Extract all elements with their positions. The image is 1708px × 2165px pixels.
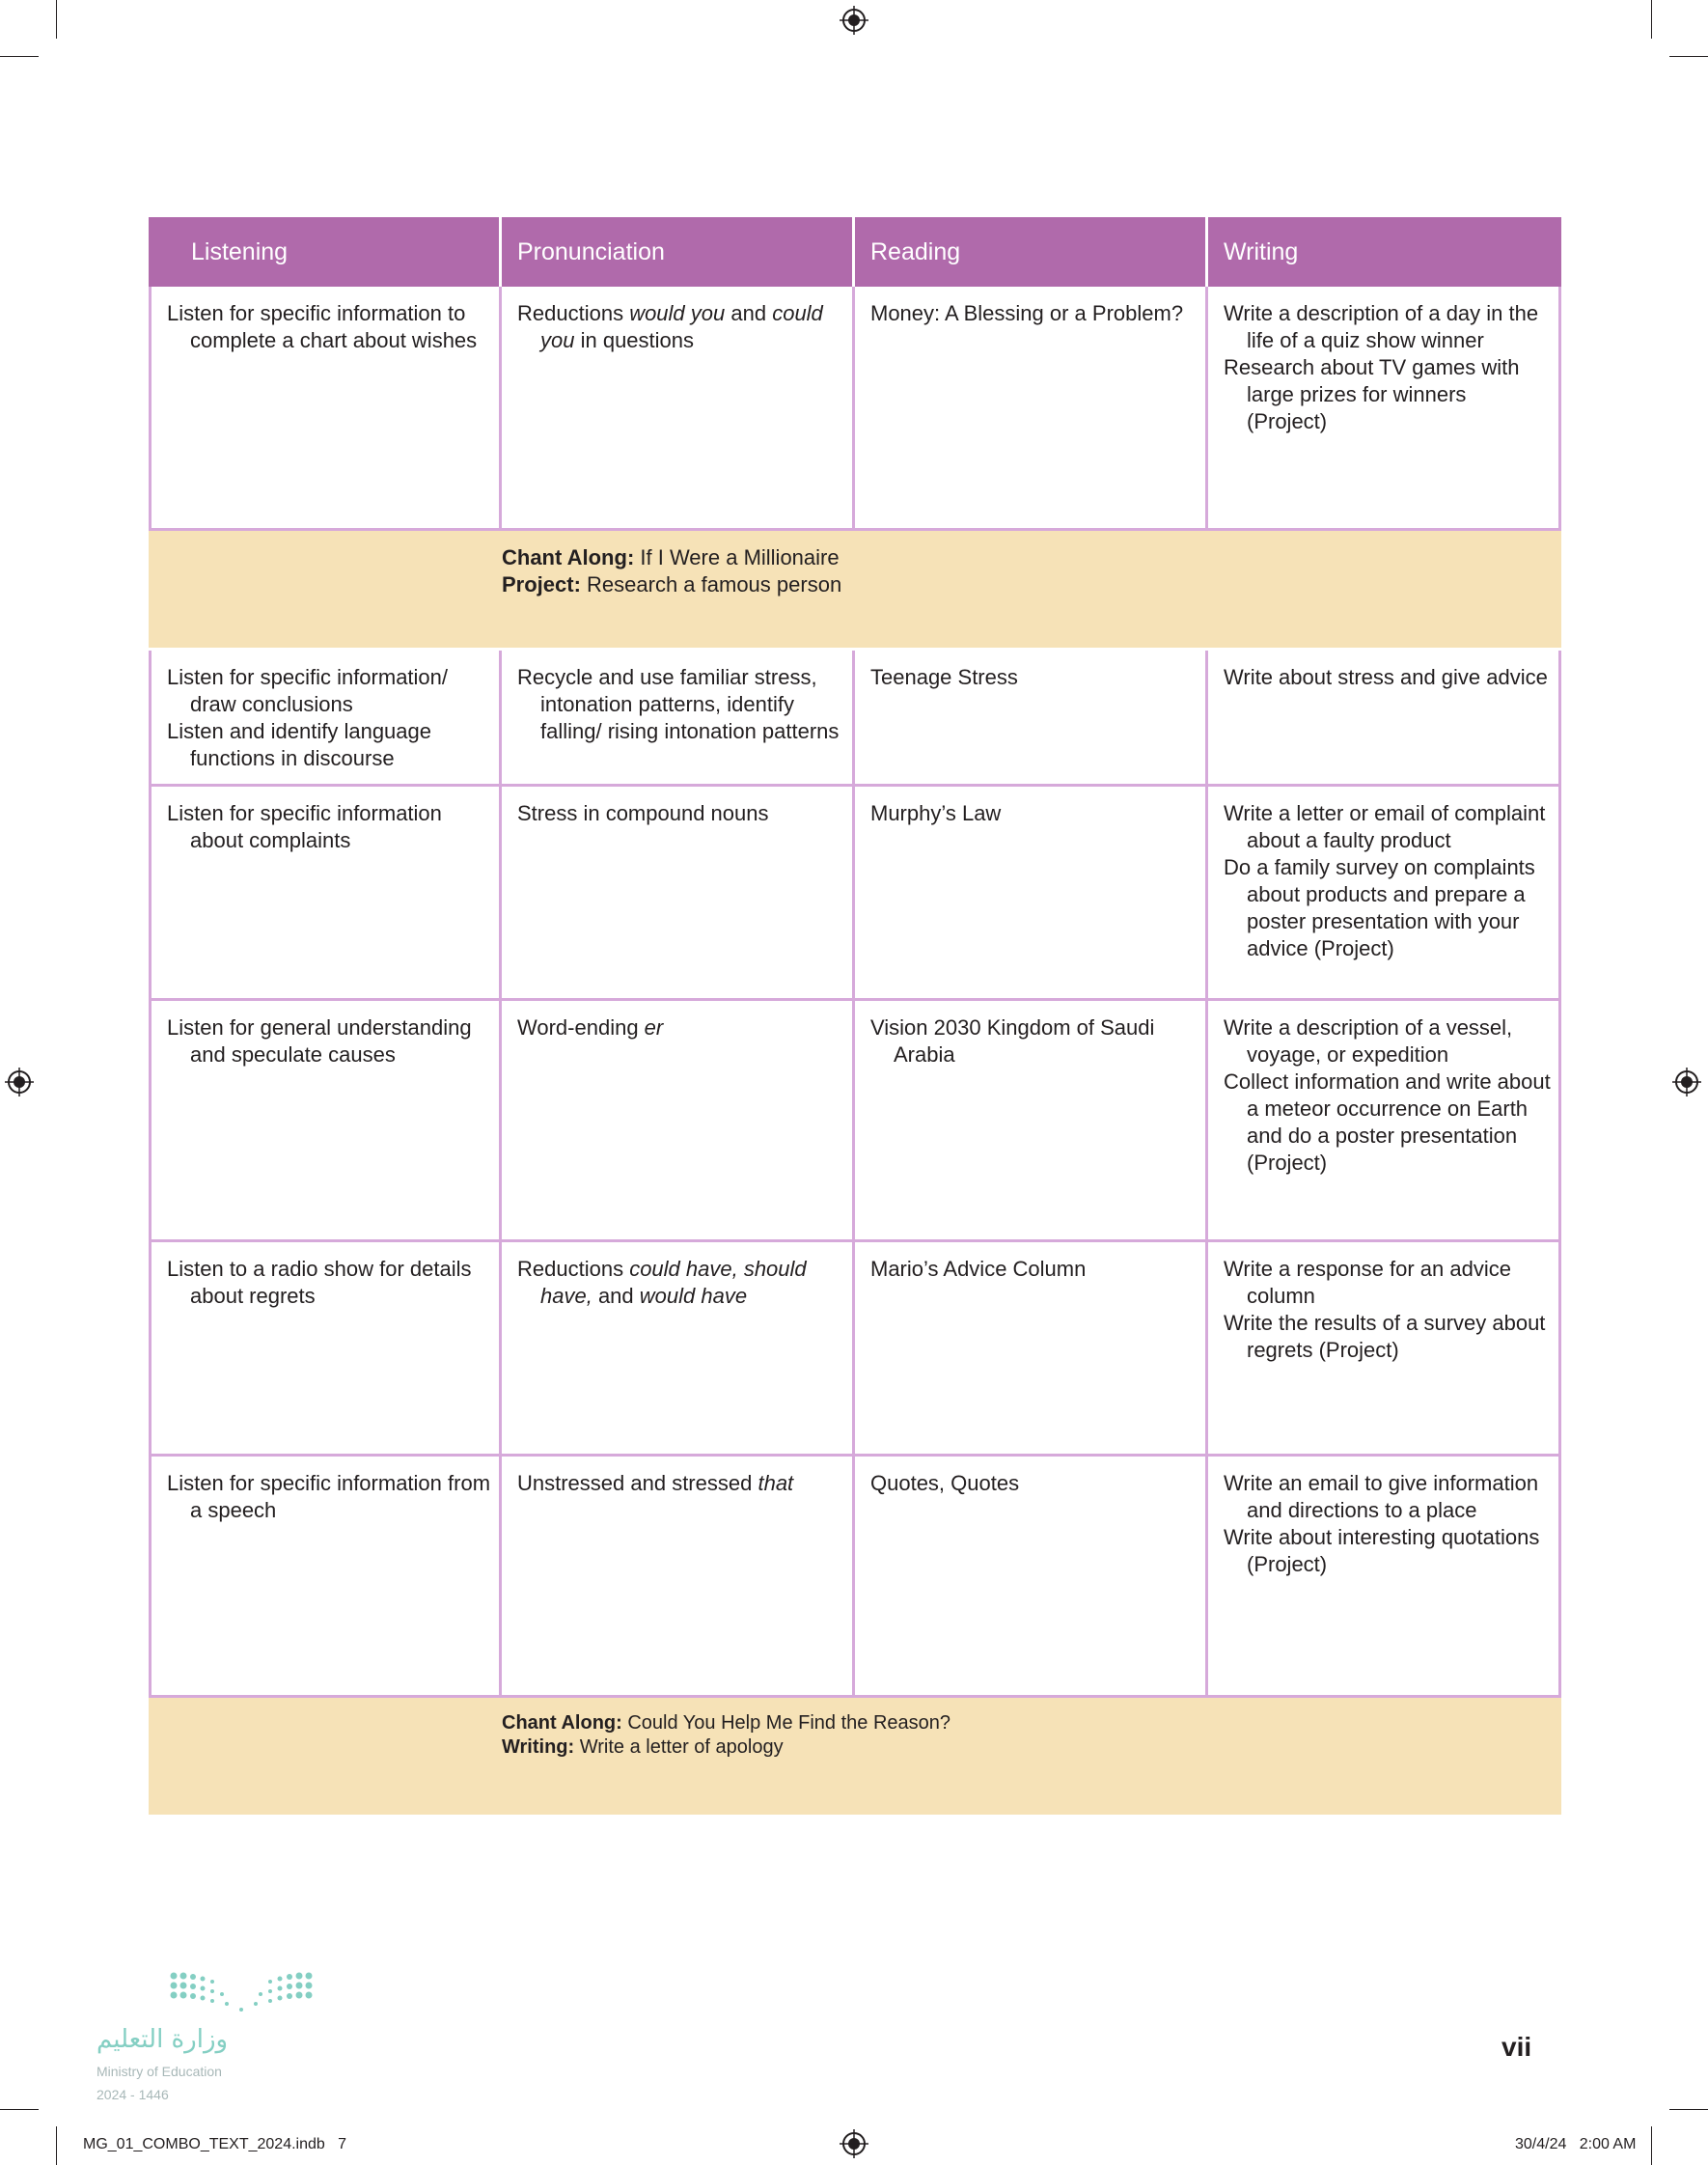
- listening-cell: [149, 787, 502, 1001]
- crop-mark: [1651, 0, 1652, 39]
- writing-cell: [1208, 287, 1561, 531]
- list-item: Research about TV games with large prizes for winners (Project): [1224, 355, 1520, 433]
- project-band: [149, 531, 1561, 651]
- reading-cell: [855, 1001, 1208, 1242]
- list-item: [517, 1470, 844, 1497]
- table-row: [149, 787, 1561, 1001]
- band-cell: [149, 531, 1561, 651]
- table-row: [149, 1457, 1561, 1698]
- registration-mark-icon: [840, 6, 868, 35]
- list-item: Listen and identify language functions in discourse: [167, 719, 431, 770]
- writing-cell: [1208, 651, 1561, 787]
- text-run: and: [592, 1284, 640, 1308]
- list-item: [517, 1014, 844, 1041]
- list-item: Teenage Stress: [870, 665, 1018, 689]
- table-row: [149, 1001, 1561, 1242]
- list-item: Listen for specific information from a speech: [167, 1471, 491, 1522]
- date-slug: 30/4/24 2:00 AM: [1515, 2136, 1637, 2152]
- text-run: Word-ending: [517, 1015, 645, 1040]
- pronunciation-cell: [502, 787, 855, 1001]
- table-header-row: [149, 217, 1561, 287]
- text-run: would you: [629, 301, 726, 325]
- table-row: [149, 651, 1561, 787]
- text-run: Reductions: [517, 1257, 630, 1281]
- project-text: Research a famous person: [580, 572, 842, 597]
- chant-along-text: Could You Help Me Find the Reason?: [621, 1712, 951, 1734]
- writing-cell: [1208, 1001, 1561, 1242]
- header-listening: Listening: [149, 217, 502, 287]
- registration-mark-icon: [1672, 1068, 1701, 1096]
- table-row: [149, 1242, 1561, 1457]
- registration-mark-icon: [840, 2129, 868, 2158]
- text-run: could you: [540, 301, 823, 352]
- header-reading: Reading: [855, 217, 1208, 287]
- ministry-logo-arabic: وزارة التعليم: [96, 2025, 229, 2054]
- writing-band: [149, 1698, 1561, 1818]
- writing-text: Write a letter of apology: [574, 1736, 784, 1758]
- reading-cell: [855, 787, 1208, 1001]
- chant-along-line: [502, 1711, 1546, 1735]
- crop-mark: [1669, 56, 1708, 57]
- chant-along-text: If I Were a Millionaire: [634, 545, 840, 569]
- list-item: Listen for specific information/ draw conclusions: [167, 665, 449, 716]
- pronunciation-cell: [502, 1242, 855, 1457]
- pronunciation-cell: [502, 651, 855, 787]
- project-line: [502, 571, 1546, 598]
- list-item: Write the results of a survey about regrets (Project): [1224, 1311, 1546, 1362]
- list-item: [517, 1256, 844, 1310]
- list-item: Write about interesting quotations (Project): [1224, 1525, 1540, 1576]
- text-run: and: [725, 301, 773, 325]
- list-item: Money: A Blessing or a Problem?: [870, 301, 1184, 325]
- text-run: Reductions: [517, 301, 630, 325]
- list-item: Mario’s Advice Column: [870, 1257, 1087, 1281]
- reading-cell: [855, 651, 1208, 787]
- list-item: Murphy’s Law: [870, 801, 1002, 825]
- crop-mark: [1669, 2109, 1708, 2110]
- reading-cell: [855, 287, 1208, 531]
- writing-cell: [1208, 787, 1561, 1001]
- scope-and-sequence-table: [149, 217, 1561, 1818]
- crop-mark: [0, 56, 39, 57]
- list-item: Write a letter or email of complaint about a faulty product: [1224, 801, 1546, 852]
- list-item: Quotes, Quotes: [870, 1471, 1020, 1495]
- text-run: could have, should have,: [540, 1257, 807, 1308]
- list-item: Listen for specific information to complete a chart about wishes: [167, 301, 478, 352]
- header-pronunciation: Pronunciation: [502, 217, 855, 287]
- writing-label: Writing:: [502, 1736, 575, 1758]
- listening-cell: [149, 287, 502, 531]
- writing-cell: [1208, 1457, 1561, 1698]
- text-run: would have: [639, 1284, 748, 1308]
- writing-cell: [1208, 1242, 1561, 1457]
- pronunciation-cell: [502, 1457, 855, 1698]
- listening-cell: [149, 1242, 502, 1457]
- ministry-logo-icon: [169, 1971, 314, 2014]
- list-item: Write a description of a day in the life of a quiz show winner: [1224, 301, 1539, 352]
- list-item: Listen for general understanding and speculate causes: [167, 1015, 472, 1067]
- text-run: Unstressed and stressed: [517, 1471, 758, 1495]
- list-item: Write about stress and give advice: [1224, 665, 1548, 689]
- crop-mark: [56, 0, 57, 39]
- reading-cell: [855, 1242, 1208, 1457]
- list-item: Write a description of a vessel, voyage, or expedition: [1224, 1015, 1513, 1067]
- writing-line: [502, 1735, 1546, 1760]
- project-label: Project:: [502, 572, 581, 597]
- ministry-logo-english: Ministry of Education: [96, 2064, 222, 2079]
- list-item: [517, 300, 844, 354]
- crop-mark: [1651, 2126, 1652, 2165]
- list-item: Vision 2030 Kingdom of Saudi Arabia: [870, 1015, 1155, 1067]
- registration-mark-icon: [5, 1068, 34, 1096]
- list-item: Stress in compound nouns: [517, 801, 769, 825]
- ministry-logo-year: 2024 - 1446: [96, 2087, 169, 2102]
- text-run: in questions: [574, 328, 695, 352]
- crop-mark: [0, 2109, 39, 2110]
- header-writing: Writing: [1208, 217, 1561, 287]
- pronunciation-cell: [502, 1001, 855, 1242]
- listening-cell: [149, 1001, 502, 1242]
- table-row: [149, 287, 1561, 531]
- list-item: Listen to a radio show for details about regrets: [167, 1257, 472, 1308]
- reading-cell: [855, 1457, 1208, 1698]
- chant-along-label: Chant Along:: [502, 1712, 622, 1734]
- pronunciation-cell: [502, 287, 855, 531]
- chant-along-line: [502, 544, 1546, 571]
- chant-along-label: Chant Along:: [502, 545, 635, 569]
- list-item: Listen for specific information about complaints: [167, 801, 442, 852]
- listening-cell: [149, 1457, 502, 1698]
- list-item: Collect information and write about a meteor occurrence on Earth and do a poster presentation (Project): [1224, 1069, 1551, 1175]
- listening-cell: [149, 651, 502, 787]
- text-run: er: [644, 1015, 664, 1040]
- list-item: Do a family survey on complaints about products and prepare a poster presentation with your advice (Project): [1224, 855, 1535, 960]
- band-cell: [149, 1698, 1561, 1818]
- page-number: vii: [1501, 2032, 1532, 2062]
- crop-mark: [56, 2126, 57, 2165]
- text-run: that: [758, 1471, 794, 1495]
- list-item: Recycle and use familiar stress, intonation patterns, identify falling/ rising intonation patterns: [517, 665, 840, 743]
- file-slug: MG_01_COMBO_TEXT_2024.indb 7: [83, 2136, 347, 2152]
- list-item: Write a response for an advice column: [1224, 1257, 1511, 1308]
- list-item: Write an email to give information and directions to a place: [1224, 1471, 1539, 1522]
